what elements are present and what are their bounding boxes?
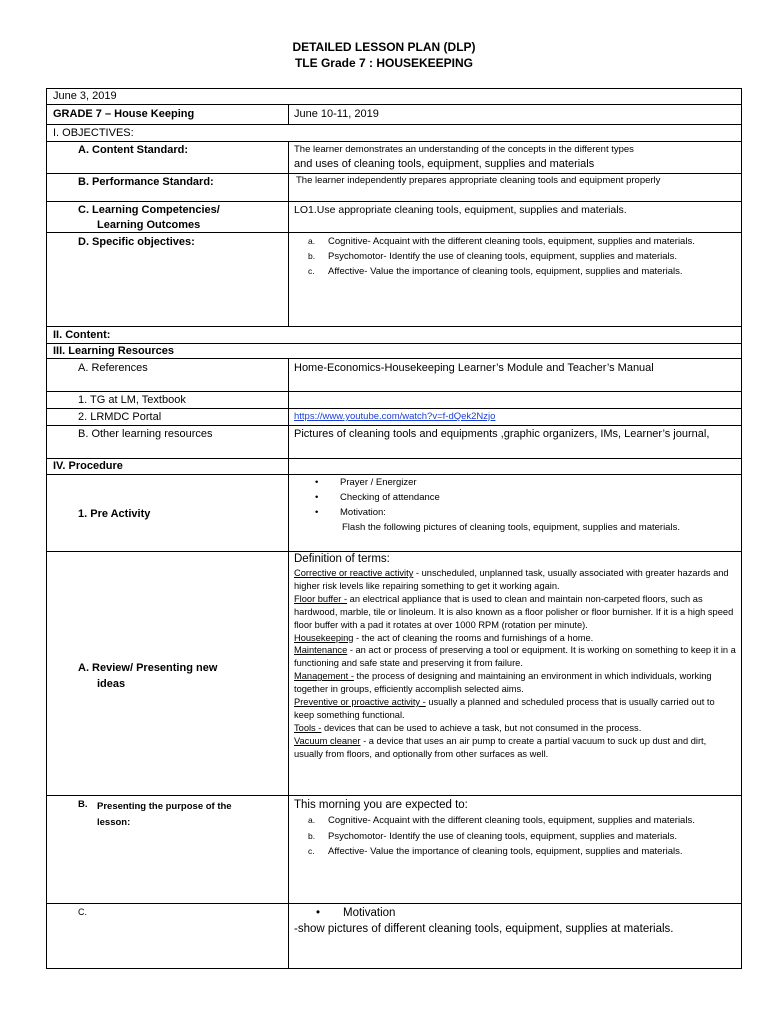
definition: - an act or process of preserving a tool or equipment. It is working on something to keep it in a functioning and safe state and preserving it from failure. [294, 645, 736, 669]
objectives-heading: I. OBJECTIVES: [53, 127, 134, 139]
list-letter: c. [308, 846, 315, 856]
list-text: Cognitive- Acquaint with the different cleaning tools, equipment, supplies and materials. [328, 236, 695, 247]
c-label: C. [78, 907, 87, 917]
lrmdc-link[interactable]: https://www.youtube.com/watch?v=f-dQek2Nzjo [294, 411, 496, 422]
definition: - a device that uses an air pump to create a partial vacuum to suck up dust and dirt, usually from floors, and optionally from other surfaces as well. [294, 735, 707, 759]
list-item [294, 264, 734, 279]
list-item [294, 829, 736, 845]
bullet-icon: • [316, 907, 321, 919]
term: Maintenance [294, 645, 348, 656]
definition: usually a planned and scheduled process that is usually carried out to keep something functional. [294, 697, 715, 720]
term: Tools - [294, 722, 322, 733]
purpose-label [97, 799, 277, 831]
learning-outcomes-label: Learning Outcomes [97, 219, 201, 231]
purpose-letter: B. [78, 799, 88, 810]
list-text: Cognitive- Acquaint with the different cleaning tools, equipment, supplies and materials. [328, 815, 695, 826]
term: Preventive or proactive activity - [294, 697, 426, 708]
definitions-block [294, 552, 736, 761]
definitions-list [294, 567, 736, 761]
procedure-heading: IV. Procedure [53, 460, 123, 472]
list-item [294, 844, 736, 860]
purpose-block [294, 798, 736, 860]
list-item [294, 234, 734, 249]
list-item: • Checking of attendance [288, 490, 733, 505]
performance-standard-text: The learner independently prepares appropriate cleaning tools and equipment properly [296, 175, 661, 186]
learning-resources-heading: III. Learning Resources [53, 345, 175, 357]
review-label-ideas: ideas [97, 678, 126, 690]
list-item [294, 813, 736, 829]
list-letter: b. [308, 251, 316, 261]
term: Housekeeping [294, 632, 354, 643]
references-text: Home-Economics-Housekeeping Learner’s Module and Teacher’s Manual [294, 362, 654, 374]
definition: devices that can be used to achieve a task, but not consumed in the process. [321, 722, 642, 733]
motivation-text: -show pictures of different cleaning tools, equipment, supplies at materials. [294, 923, 674, 935]
schedule-cell: June 10-11, 2019 [294, 108, 379, 120]
document-subtitle: TLE Grade 7 : HOUSEKEEPING [294, 56, 474, 70]
purpose-label-line-2: lesson: [97, 817, 131, 828]
lrmdc-label: 2. LRMDC Portal [78, 411, 162, 423]
other-resources-label: B. Other learning resources [78, 428, 213, 440]
list-letter: b. [308, 830, 316, 841]
content-standard-text-1: The learner demonstrates an understanding of the concepts in the different types [294, 144, 634, 155]
definition: - unscheduled, unplanned task, usually associated with greater hazards and higher risk levels like repairing something to get it working again. [294, 568, 729, 591]
pre-activity-list [288, 475, 733, 535]
list-letter: a. [308, 236, 316, 246]
list-text: Psychomotor- Identify the use of cleaning tools, equipment, supplies and materials. [328, 830, 678, 842]
term: Vacuum cleaner [294, 735, 361, 746]
purpose-objectives-list [294, 813, 736, 860]
performance-standard-label: B. Performance Standard: [78, 176, 214, 188]
list-item [294, 249, 734, 264]
definition: the process of designing and maintaining an environment in which individuals, working together in groups, efficiently accomplish selected aims. [294, 671, 712, 695]
document-title: DETAILED LESSON PLAN (DLP) [292, 40, 476, 54]
other-resources-text: Pictures of cleaning tools and equipments ,graphic organizers, IMs, Learner’s journal, [294, 428, 710, 440]
specific-objectives-list [294, 234, 734, 279]
motivation-label: Motivation [343, 907, 396, 919]
competencies-text: LO1.Use appropriate cleaning tools, equipment, supplies and materials. [294, 204, 627, 216]
content-standard-text-2: and uses of cleaning tools, equipment, supplies and materials [294, 158, 595, 170]
content-standard-label: A. Content Standard: [78, 144, 188, 156]
references-label: A. References [78, 362, 148, 374]
definitions-heading: Definition of terms: [294, 553, 390, 565]
list-letter: a. [308, 815, 316, 825]
definition: - the act of cleaning the rooms and furnishings of a home. [353, 632, 594, 643]
term: Corrective or reactive activity [294, 568, 414, 578]
morning-text: This morning you are expected to: [294, 799, 468, 811]
grade-cell: GRADE 7 – House Keeping [53, 108, 195, 120]
list-text: Affective- Value the importance of cleaning tools, equipment, supplies and materials. [328, 846, 683, 857]
term: Floor buffer - [294, 593, 348, 604]
list-text: Psychomotor- Identify the use of cleaning tools, equipment, supplies and materials. [328, 251, 678, 262]
motivation-bullet [294, 905, 736, 921]
content-heading: II. Content: [53, 329, 111, 341]
purpose-label-line-1: Presenting the purpose of the [97, 801, 232, 812]
motivation-block [294, 905, 736, 938]
pre-activity-label: 1. Pre Activity [78, 508, 151, 520]
tg-label: 1. TG at LM, Textbook [78, 394, 186, 406]
term: Management - [294, 671, 354, 682]
pre-activity-note: Flash the following pictures of cleaning tools, equipment, supplies and materials. [342, 522, 680, 533]
specific-objectives-label: D. Specific objectives: [78, 236, 195, 248]
list-letter: c. [308, 266, 315, 276]
review-label: A. Review/ Presenting new [78, 662, 218, 674]
definition: an electrical appliance that is used to clean and maintain non-carpeted floors, such as hardwood, marble, tile or linoleum. It is also known as a floor polisher or floor burnisher. If it is a high speed floor buffer with a pad it rotates at over 1000 RPM (rotation per minute). [294, 593, 734, 630]
list-item: • Motivation: [288, 505, 733, 520]
list-item: • Prayer / Energizer [288, 475, 733, 490]
date-cell: June 3, 2019 [53, 90, 117, 102]
list-text: Affective- Value the importance of cleaning tools, equipment, supplies and materials. [328, 266, 683, 277]
competencies-label: C. Learning Competencies/ [78, 204, 220, 216]
